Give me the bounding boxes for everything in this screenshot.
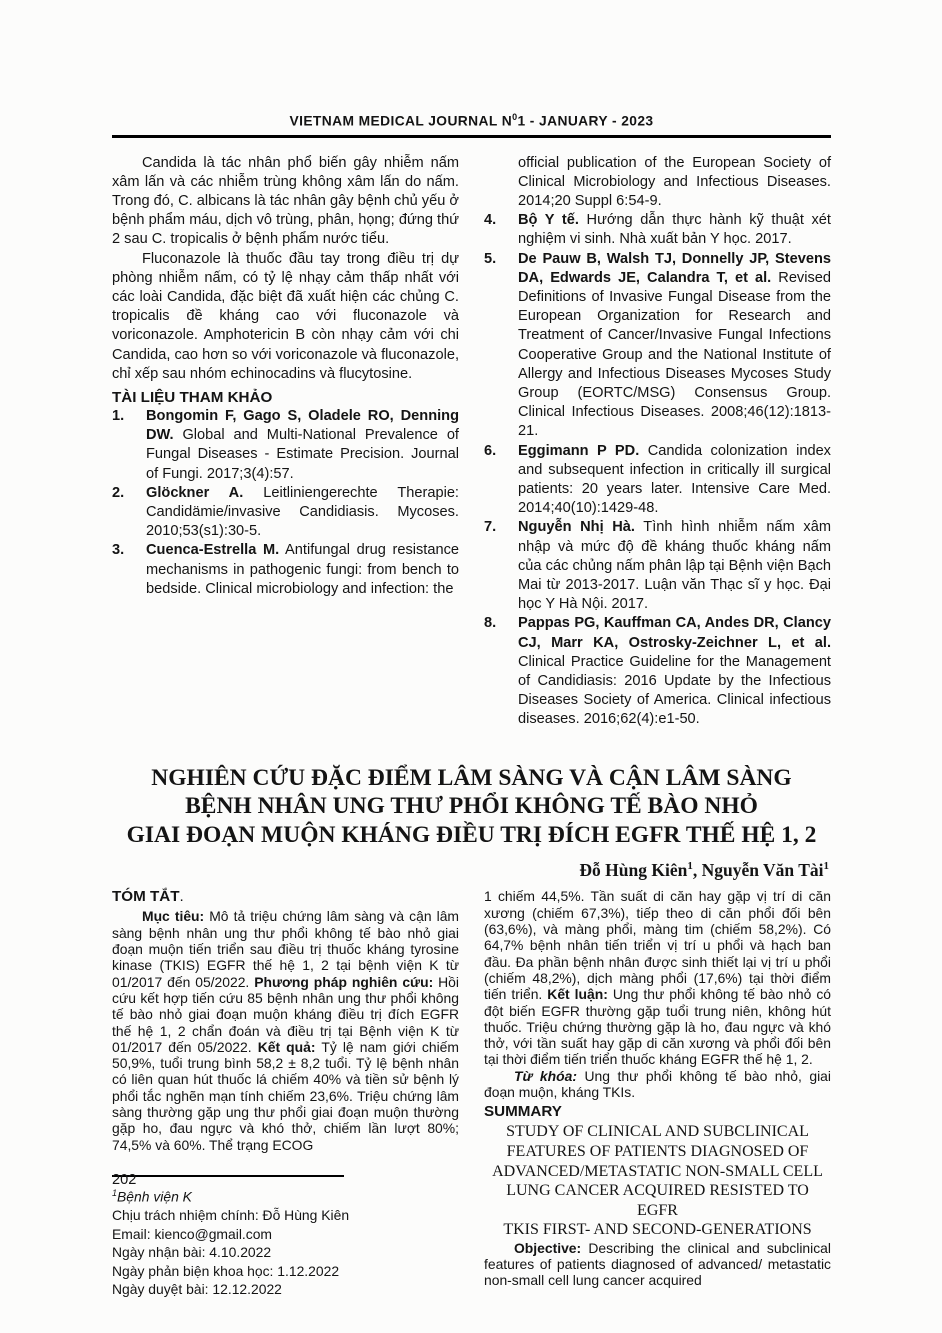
summary-title-line: TKIS FIRST- AND SECOND-GENERATIONS: [503, 1221, 812, 1239]
journal-header-text: VIETNAM MEDICAL JOURNAL N: [289, 113, 513, 129]
reference-text: [518, 614, 831, 729]
summary-objective-label: Objective:: [514, 1239, 582, 1256]
abstract-results-text-continued: 1 chiếm 44,5%. Tần suất di căn hay gặp vị trí di căn xương (chiếm 67,3%), tiếp theo di căn phổi đối bên (63,6%), và màng phổi, màng tim (chiếm 58,2%). Có 64,7% bệnh nhân tiến triển vị trí u phổi và hạch ban đầu. Đa phần bệnh nhân được sinh thiết lại vị trí u phổi (chiếm 48,2%), dịch màng phổi (17,6%) tại thời điểm tiến triển.: [484, 888, 831, 1003]
abstract-section: [112, 888, 831, 1298]
footnote-affiliation-text: Bệnh viện K: [117, 1188, 192, 1205]
reference-citation: Tình hình nhiễm nấm xâm nhập và mức độ đề kháng thuốc kháng nấm của các chủng nấm phân lập tại Bệnh viện Bạch Mai từ 2013-2017. Luận văn Thạc sĩ y học. Đại học Y Hà Nội. 2017.: [518, 519, 831, 613]
reference-item: [112, 407, 459, 484]
top-right-column: [484, 154, 831, 730]
reference-number: 4.: [484, 212, 497, 229]
reference-number: 6.: [484, 442, 497, 459]
footnote-affiliation: [112, 1184, 459, 1206]
abstract-keywords: [484, 1068, 831, 1101]
reference-text: [518, 250, 831, 442]
reference-authors: Pappas PG, Kauffman CA, Andes DR, Clancy CJ, Marr KA, Ostrosky-Zeichner L, et al.: [518, 615, 831, 651]
abstract-conclusion-label: Kết luận:: [547, 986, 608, 1003]
summary-objective: [484, 1240, 831, 1289]
summary-heading: SUMMARY: [484, 1103, 562, 1121]
reference-authors: Eggimann P PD.: [518, 442, 640, 459]
abstract-left-column: [112, 888, 459, 1298]
footnote-separator-rule: [112, 1175, 344, 1177]
reference-number: 1.: [112, 408, 125, 425]
summary-title: [484, 1122, 831, 1240]
footnote-line: Ngày nhận bài: 4.10.2022: [112, 1244, 272, 1261]
keywords-label: Từ khóa:: [514, 1067, 577, 1084]
reference-item: [484, 442, 831, 519]
reference-item: [112, 541, 459, 599]
footnote-line: Email: kienco@gmail.com: [112, 1225, 273, 1242]
reference-number: 7.: [484, 519, 497, 536]
top-left-column: [112, 154, 459, 599]
abstract-body: [112, 908, 459, 1152]
reference-citation: Global and Multi-National Prevalence of Fungal Diseases - Estimate Precision. Journal of Fungi. 2017;3(4):57.: [146, 427, 459, 482]
reference-citation: Revised Definitions of Invasive Fungal Disease from the European Organization for Research and Treatment of Cancer/Invasive Fungal Infections Cooperative Group and the National Institute of Allergy and Infectious Diseases Mycoses Study Group (EORTC/MSG) Consensus Group. Clinical Infectious Diseases. 2008;46(12):1813-21.: [518, 269, 831, 440]
author-name: Nguyễn Văn Tài: [701, 860, 824, 881]
reference-text: [518, 211, 831, 249]
reference-citation: Leitliniengerechte Therapie: Candidämie/invasive Candidiasis. Mycoses. 2010;53(s1):30-5.: [146, 484, 459, 540]
reference-item: [112, 484, 459, 542]
journal-header: [112, 112, 831, 138]
abstract-conclusion-text: Ung thư phổi không tế bào nhỏ có đột biến EGFR thường gặp tuổi trung niên, không hút thuốc. Triệu chứng thường gặp là ho, đau ngực và khó thở, với tần suất hay gặp di căn xương và phổi đối bên tại thời điểm tiến triển thuốc kháng EGFR thế hệ 1, 2.: [484, 986, 832, 1068]
reference-item: [484, 614, 831, 729]
footnote-line: Ngày duyệt bài: 12.12.2022: [112, 1281, 282, 1298]
summary-objective-text: Describing the clinical and subclinical features of patients diagnosed of advanced/ metastatic non-small cell lung cancer acquired: [484, 1239, 831, 1289]
reference-text: [146, 541, 459, 599]
abstract-right-column: [484, 888, 831, 1288]
journal-header-superscript: 0: [512, 112, 518, 122]
article-title-line: NGHIÊN CỨU ĐẶC ĐIỂM LÂM SÀNG VÀ CẬN LÂM SÀNG: [151, 764, 792, 791]
top-section: [112, 154, 831, 730]
page-content: [112, 112, 831, 1299]
reference-text: [518, 518, 831, 614]
reference-citation: Candida colonization index and subsequent infection in critically ill surgical patients: 20 years later. Intensive Care Med. 2014;40(10):1429-48.: [518, 442, 831, 517]
author-name: Đỗ Hùng Kiên: [579, 860, 688, 881]
reference-authors: Nguyễn Nhị Hà.: [518, 519, 635, 536]
footnote-line: Chịu trách nhiệm chính: Đỗ Hùng Kiên: [112, 1207, 350, 1224]
reference-number: 2.: [112, 484, 125, 501]
journal-header-issue: 1 - JANUARY - 2023: [517, 113, 654, 129]
abstract-methods-text: Hồi cứu kết hợp tiến cứu 85 bệnh nhân ung thư phổi không tế bào nhỏ giai đoạn muộn kháng điều trị đích EGFR thế hệ 1, 2 chẩn đoán và điều trị tại Bệnh viện K từ 01/2017 đến 05/2022.: [112, 973, 459, 1055]
author-affiliation-mark: 1: [823, 860, 829, 873]
summary-title-line: ADVANCED/METASTATIC NON-SMALL CELL: [492, 1162, 823, 1180]
page-number: 202: [112, 1172, 137, 1188]
reference-number: 8.: [484, 615, 497, 632]
reference-text: [146, 407, 459, 484]
abstract-heading: [112, 888, 459, 905]
footnote-affiliation-mark: 1: [112, 1187, 118, 1198]
authors-separator: ,: [692, 860, 702, 881]
article-authors: [112, 860, 831, 881]
footnote-block: [112, 1175, 459, 1299]
summary-title-line: FEATURES OF PATIENTS DIAGNOSED OF: [506, 1142, 809, 1160]
reference-number: 3.: [112, 542, 125, 559]
reference-authors: Glöckner A.: [146, 484, 244, 501]
abstract-results-label: Kết quả:: [257, 1038, 316, 1055]
abstract-body-continued: [484, 888, 831, 1067]
reference-authors: Bongomin F, Gago S, Oladele RO, Denning DW.: [146, 408, 459, 444]
abstract-heading-text: TÓM TẮT: [112, 888, 180, 906]
abstract-objective-label: Mục tiêu:: [142, 908, 205, 925]
abstract-methods-label: Phương pháp nghiên cứu:: [254, 973, 434, 990]
reference-text: [518, 442, 831, 519]
intro-paragraph: Fluconazole là thuốc đầu tay trong điều trị dự phòng nhiễm nấm, có tỷ lệ nhạy cảm thấp nhất với các loài Candida, đặc biệt đã xuất hiện các chủng C. tropicalis đề kháng cao với fluconazole và voriconazole. Amphotericin B còn nhạy cảm với chi Candida, cao hơn so với voriconazole và fluconazole, chỉ xếp sau nhóm echinocadins và flucytosine.: [112, 250, 459, 382]
reference-item: [484, 518, 831, 614]
abstract-results-text: Tỷ lệ nam giới chiếm 50,9%, tuổi trung bình 58,2 ± 8,2 tuổi. Tỷ lệ bệnh nhân có liên quan hút thuốc lá chiếm 40% và tiền sử bệnh lý phổi tắc nghẽn mạn tính chiếm 23,6%. Triệu chứng lâm sàng thường gặp ung thư phổi giai đoạn muộn thường gặp ho, đau ngực và khó thở, chiếm lần lượt 80%; 74,5% và 60%. Thể trạng ECOG: [112, 1038, 459, 1153]
reference-continuation: official publication of the European Society of Clinical Microbiology and Infectious Diseases. 2014;20 Suppl 6:54-9.: [518, 154, 831, 209]
reference-item: [484, 250, 831, 442]
reference-authors: De Pauw B, Walsh TJ, Donnelly JP, Stevens DA, Edwards JE, Calandra T, et al.: [518, 250, 831, 286]
author-affiliation-mark: 1: [687, 860, 693, 873]
keywords-text: Ung thư phổi không tế bào nhỏ, giai đoạn muộn, kháng TKIs.: [484, 1067, 831, 1101]
abstract-heading-dot: .: [179, 888, 184, 906]
abstract-objective-text: Mô tả triệu chứng lâm sàng và cận lâm sàng bệnh nhân ung thư phổi không tế bào nhỏ giai đoạn muộn tiến triển sau điều trị thuốc kháng tyrosine kinase (TKIS) EGFR thế hệ 1, 2 tại bệnh viện K từ 01/2017 đến 05/2022.: [112, 908, 459, 990]
references-heading: TÀI LIỆU THAM KHẢO: [112, 389, 273, 407]
article-title-line: GIAI ĐOẠN MUỘN KHÁNG ĐIỀU TRỊ ĐÍCH EGFR THẾ HỆ 1, 2: [126, 821, 817, 848]
reference-citation: Hướng dẫn thực hành kỹ thuật xét nghiệm vi sinh. Nhà xuất bản Y học. 2017.: [518, 212, 831, 248]
article-title-line: BỆNH NHÂN UNG THƯ PHỔI KHÔNG TẾ BÀO NHỎ: [185, 793, 758, 820]
reference-text: [146, 484, 459, 542]
footnote-line: Ngày phản biện khoa học: 1.12.2022: [112, 1262, 340, 1279]
reference-authors: Cuenca-Estrella M.: [146, 542, 280, 559]
reference-item: [484, 211, 831, 249]
reference-authors: Bộ Y tế.: [518, 212, 579, 229]
summary-title-line: STUDY OF CLINICAL AND SUBCLINICAL: [506, 1123, 809, 1141]
reference-number: 5.: [484, 250, 497, 267]
summary-title-line: LUNG CANCER ACQUIRED RESISTED TO EGFR: [506, 1182, 809, 1219]
reference-citation: Clinical Practice Guideline for the Management of Candidiasis: 2016 Update by the Infectious Diseases Society of America. Clinical infectious diseases. 2016;62(4):e1-50.: [518, 653, 831, 728]
reference-citation: Antifungal drug resistance mechanisms in pathogenic fungi: from bench to bedside. Clinical microbiology and infection: the: [146, 542, 459, 597]
article-title: [112, 764, 831, 850]
intro-paragraph: Candida là tác nhân phổ biến gây nhiễm nấm xâm lấn và các nhiễm trùng không xâm lấn do nấm. Trong đó, C. albicans là tác nhân gây bệnh chủ yếu ở bệnh phẩm máu, dịch vô trùng, phân, họng; đứng thứ 2 sau C. tropicalis ở bệnh phẩm nước tiểu.: [112, 154, 459, 248]
